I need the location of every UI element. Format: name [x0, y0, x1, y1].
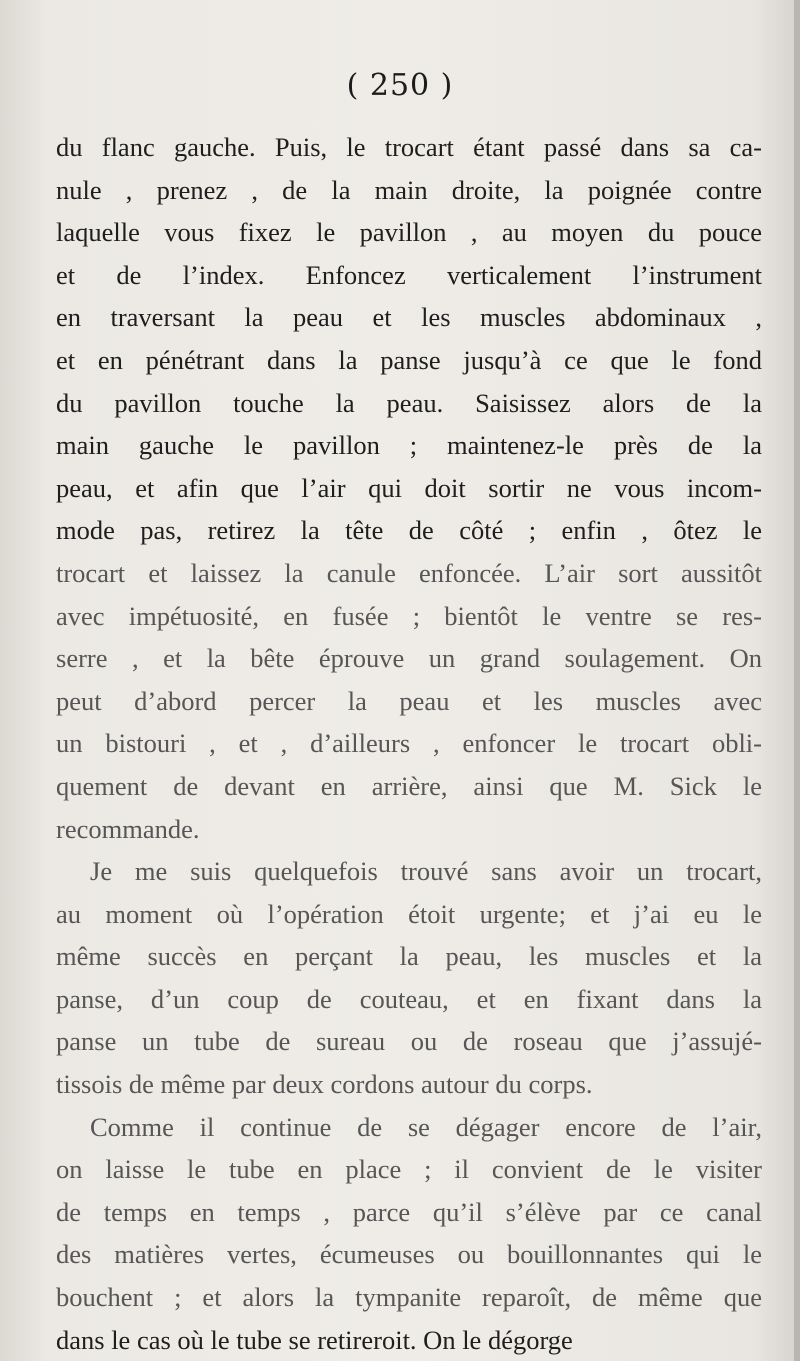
- text-line: main gauche le pavillon ; maintenez-le près de la: [56, 430, 762, 461]
- text-line: au moment où l’opération étoit urgente; et j’ai eu le: [56, 898, 762, 929]
- text-line: laquelle vous fixez le pavillon , au moyen du pouce: [56, 217, 762, 248]
- text-line: du pavillon touche la peau. Saisissez alors de la: [56, 387, 762, 418]
- text-line: nule , prenez , de la main droite, la poignée contre: [56, 174, 762, 205]
- text-line: et en pénétrant dans la panse jusqu’à ce que le fond: [56, 344, 762, 375]
- text-line: panse, d’un coup de couteau, et en fixant dans la: [56, 983, 762, 1014]
- text-line: un bistouri , et , d’ailleurs , enfoncer le trocart obli-: [56, 728, 762, 759]
- text-line: du flanc gauche. Puis, le trocart étant passé dans sa ca-: [56, 132, 762, 162]
- text-line: dans le cas où le tube se retireroit. On le dégorge: [56, 1324, 573, 1355]
- text-line: Je me suis quelquefois trouvé sans avoir un trocart,: [90, 856, 762, 887]
- page-edge: [794, 0, 800, 1361]
- text-line: panse un tube de sureau ou de roseau que j’assujé-: [56, 1026, 762, 1057]
- text-line: recommande.: [56, 813, 200, 844]
- text-line: trocart et laissez la canule enfoncée. L’air sort aussitôt: [56, 557, 762, 588]
- text-line: et de l’index. Enfoncez verticalement l’instrument: [56, 259, 762, 290]
- body-text: [56, 126, 762, 1361]
- page-number: ( 250 ): [346, 68, 454, 103]
- text-line: avec impétuosité, en fusée ; bientôt le ventre se res-: [56, 600, 762, 631]
- text-line: peau, et afin que l’air qui doit sortir ne vous incom-: [56, 472, 762, 503]
- text-line: on laisse le tube en place ; il convient de le visiter: [56, 1154, 762, 1185]
- text-line: Comme il continue de se dégager encore de l’air,: [90, 1111, 762, 1142]
- text-line: bouchent ; et alors la tympanite reparoît, de même que: [56, 1282, 762, 1313]
- text-line: peut d’abord percer la peau et les muscles avec: [56, 685, 762, 716]
- text-line: serre , et la bête éprouve un grand soulagement. On: [56, 643, 762, 674]
- text-line: de temps en temps , parce qu’il s’élève par ce canal: [56, 1196, 762, 1227]
- text-line: tissois de même par deux cordons autour du corps.: [56, 1069, 593, 1100]
- text-line: même succès en perçant la peau, les muscles et la: [56, 941, 762, 972]
- text-line: quement de devant en arrière, ainsi que M. Sick le: [56, 770, 762, 801]
- text-line: mode pas, retirez la tête de côté ; enfin , ôtez le: [56, 515, 762, 546]
- text-line: des matières vertes, écumeuses ou bouillonnantes qui le: [56, 1239, 762, 1270]
- text-line: en traversant la peau et les muscles abdominaux ,: [56, 302, 762, 333]
